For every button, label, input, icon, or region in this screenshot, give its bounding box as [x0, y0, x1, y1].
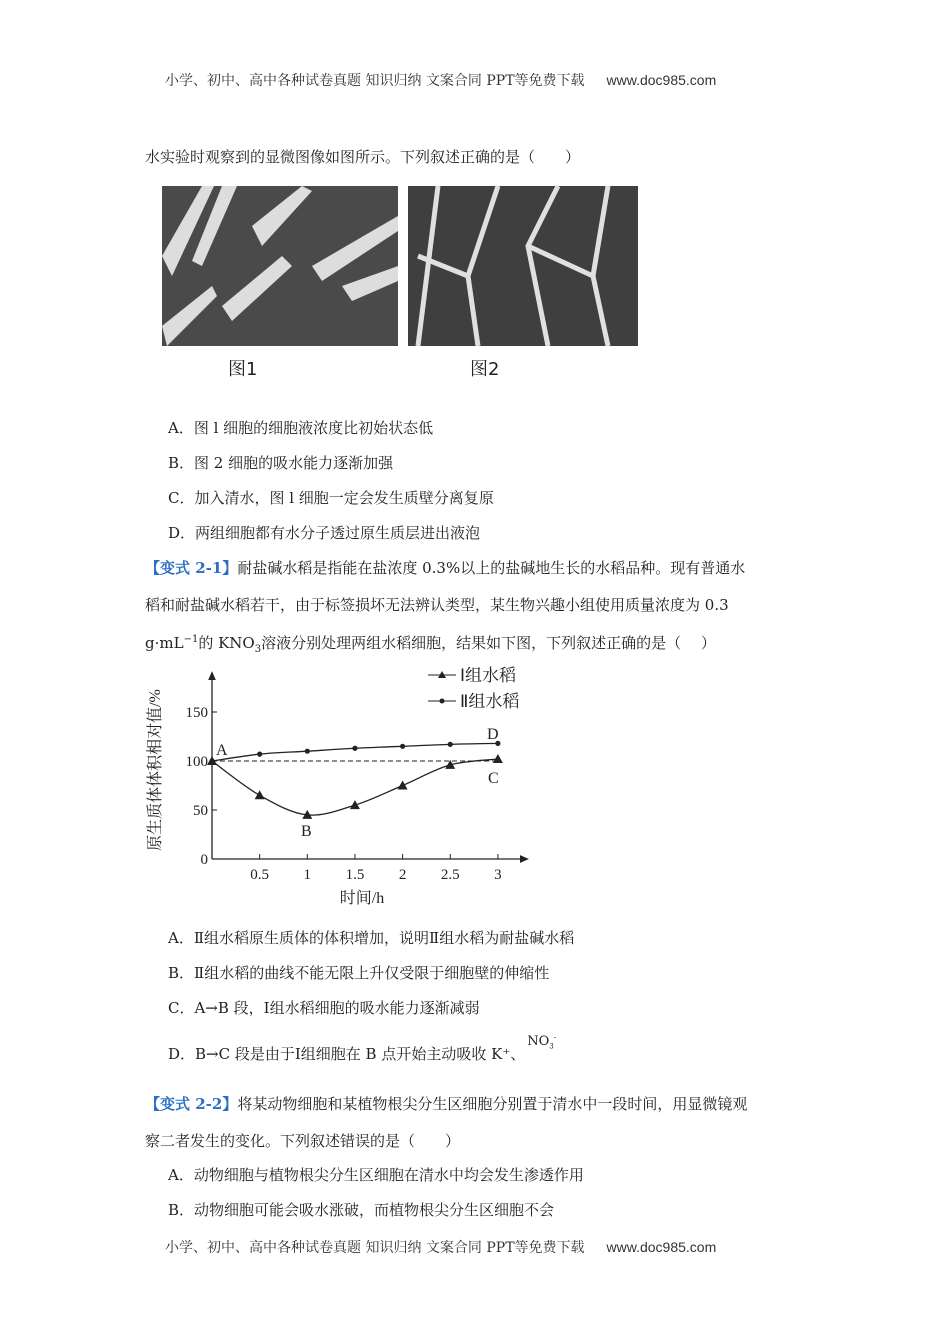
subscript: 3	[549, 1042, 554, 1051]
option-b: B．图 2 细胞的吸水能力逐渐加强	[168, 454, 394, 472]
series-2-point	[257, 752, 262, 757]
series-2-point	[448, 742, 453, 747]
micrograph-2	[408, 186, 638, 346]
series-1-point	[493, 754, 503, 763]
no3-formula	[527, 1034, 556, 1049]
option-c: C．加入清水，图 l 细胞一定会发生质壁分离复原	[168, 489, 494, 507]
x-axis-label: 时间/h	[339, 890, 385, 907]
text: NO	[527, 1034, 550, 1049]
x-tick-label: 1	[303, 867, 312, 883]
point-label-b: B	[301, 823, 312, 840]
footer-url[interactable]: www.doc985.com	[606, 1239, 717, 1255]
question-3-line-1	[145, 1093, 747, 1114]
x-tick-label: 2.5	[440, 867, 460, 883]
question-2-line-1	[145, 557, 745, 578]
legend-series-2: Ⅱ组水稻	[460, 692, 520, 711]
text: 耐盐碱水稻是指能在盐浓度 0.3%以上的盐碱地生长的水稻品种。现有普通水	[237, 559, 746, 577]
x-tick-label: 1.5	[345, 867, 365, 883]
text: 溶液分别处理两组水稻细胞，结果如下图，下列叙述正确的是（ ）	[261, 634, 716, 652]
question-2-line-2: 稻和耐盐碱水稻若干，由于标签损坏无法辨认类型，某生物兴趣小组使用质量浓度为 0.3	[145, 596, 729, 614]
series-1-point	[255, 790, 265, 799]
option-a: A．图 l 细胞的细胞液浓度比初始状态低	[168, 419, 434, 437]
text: D．B→C 段是由于Ⅰ组细胞在 B 点开始主动吸收 K⁺、	[168, 1045, 526, 1063]
y-tick-label: 50	[193, 803, 208, 819]
y-axis-label: 原生质体体积相对值/%	[147, 689, 164, 851]
page-header	[165, 70, 716, 90]
y-tick-label: 0	[200, 852, 208, 868]
point-label-d: D	[487, 726, 499, 743]
point-label-a: A	[216, 742, 228, 759]
y-tick-label: 100	[185, 754, 208, 770]
micrograph-1	[162, 186, 398, 346]
series-2-point	[209, 758, 214, 763]
superscript: −1	[183, 634, 199, 645]
header-url[interactable]: www.doc985.com	[606, 72, 717, 88]
option-d	[168, 1033, 557, 1065]
x-tick-label: 0.5	[250, 867, 270, 883]
text: 的 KNO	[198, 634, 255, 652]
y-tick-label: 150	[185, 705, 208, 721]
footer-text: 小学、初中、高中各种试卷真题 知识归纳 文案合同 PPT等免费下载	[165, 1240, 585, 1256]
series-2-point	[352, 746, 357, 751]
line-chart	[147, 665, 540, 910]
legend-series-1: Ⅰ组水稻	[460, 666, 517, 685]
superscript: -	[553, 1033, 557, 1042]
text: g·mL	[145, 634, 184, 652]
series-2-point	[305, 749, 310, 754]
text: 将某动物细胞和某植物根尖分生区细胞分别置于清水中一段时间，用显微镜观	[237, 1095, 748, 1113]
question-stem: 水实验时观察到的显微图像如图所示。下列叙述正确的是（ ）	[145, 148, 581, 166]
figure-2-caption: 图2	[470, 359, 500, 380]
question-tag: 【变式 2-2】	[145, 1095, 238, 1113]
option-b: B．动物细胞可能会吸水涨破，而植物根尖分生区细胞不会	[168, 1201, 555, 1219]
x-tick-label: 3	[494, 867, 502, 883]
option-a: A．动物细胞与植物根尖分生区细胞在清水中均会发生渗透作用	[168, 1166, 584, 1184]
option-b: B．Ⅱ组水稻的曲线不能无限上升仅受限于细胞壁的伸缩性	[168, 964, 550, 982]
option-a: A．Ⅱ组水稻原生质体的体积增加，说明Ⅱ组水稻为耐盐碱水稻	[168, 929, 575, 947]
option-c: C．A→B 段，Ⅰ组水稻细胞的吸水能力逐渐减弱	[168, 999, 480, 1017]
question-2-line-3	[145, 632, 716, 655]
question-3-line-2: 察二者发生的变化。下列叙述错误的是（ ）	[145, 1132, 461, 1150]
point-label-c: C	[488, 770, 499, 787]
series-1-point	[398, 781, 408, 790]
figure-1-caption: 图1	[228, 359, 258, 380]
option-d: D．两组细胞都有水分子透过原生质层进出液泡	[168, 524, 481, 542]
legend	[428, 666, 519, 711]
legend-circle-marker	[440, 699, 445, 704]
page-footer	[165, 1237, 716, 1257]
series-2-point	[400, 744, 405, 749]
header-text: 小学、初中、高中各种试卷真题 知识归纳 文案合同 PPT等免费下载	[165, 73, 585, 89]
subscript: 3	[254, 644, 262, 655]
x-tick-label: 2	[398, 867, 407, 883]
question-tag: 【变式 2-1】	[145, 559, 238, 577]
